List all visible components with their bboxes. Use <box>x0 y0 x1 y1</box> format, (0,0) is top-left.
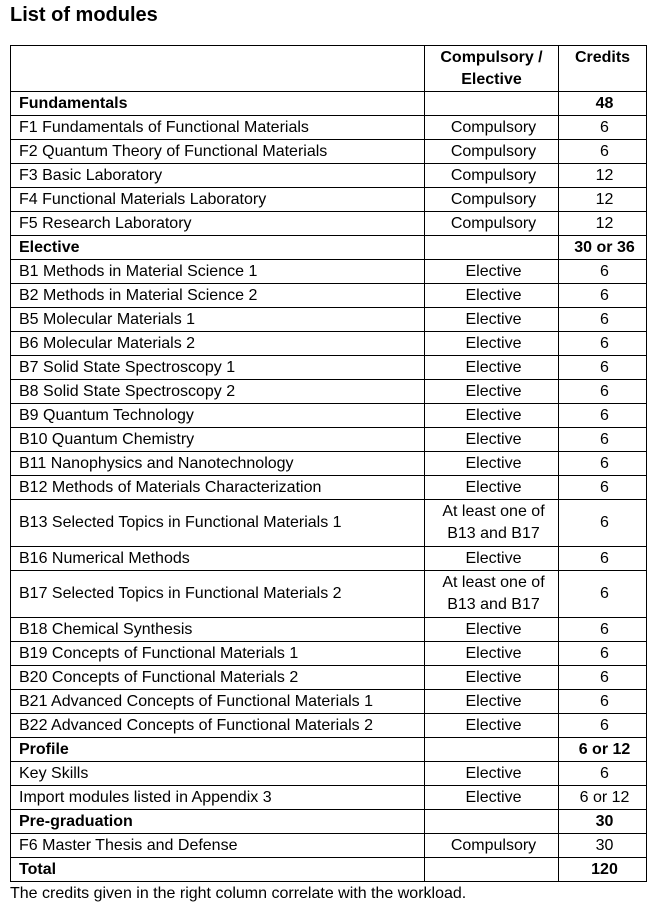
table-row <box>11 500 647 547</box>
module-type-cell: Elective <box>425 762 559 786</box>
module-name-cell: B1 Methods in Material Science 1 <box>11 260 425 284</box>
module-type-cell: Compulsory <box>425 212 559 236</box>
header-credits: Credits <box>559 46 647 92</box>
module-name-cell: B10 Quantum Chemistry <box>11 428 425 452</box>
module-type-cell: Elective <box>425 380 559 404</box>
table-row <box>11 476 647 500</box>
module-name-cell: Pre-graduation <box>11 810 425 834</box>
module-name-cell: F2 Quantum Theory of Functional Materials <box>11 140 425 164</box>
module-type-cell: Compulsory <box>425 188 559 212</box>
module-name-cell: B2 Methods in Material Science 2 <box>11 284 425 308</box>
module-name-cell: B12 Methods of Materials Characterization <box>11 476 425 500</box>
table-row <box>11 428 647 452</box>
table-row <box>11 762 647 786</box>
module-type-cell: Elective <box>425 618 559 642</box>
module-name-cell: F4 Functional Materials Laboratory <box>11 188 425 212</box>
module-type-cell: Elective <box>425 308 559 332</box>
module-credits-cell: 120 <box>559 858 647 882</box>
group-row <box>11 236 647 260</box>
module-type-cell: Compulsory <box>425 164 559 188</box>
module-type-cell: Elective <box>425 690 559 714</box>
module-credits-cell: 6 or 12 <box>559 786 647 810</box>
module-credits-cell: 6 <box>559 116 647 140</box>
module-credits-cell: 6 <box>559 356 647 380</box>
module-type-cell: Elective <box>425 666 559 690</box>
module-credits-cell: 6 <box>559 452 647 476</box>
module-credits-cell: 6 <box>559 260 647 284</box>
table-row <box>11 547 647 571</box>
module-type-cell: At least one of B13 and B17 <box>425 500 559 547</box>
table-row <box>11 714 647 738</box>
module-name-cell: B18 Chemical Synthesis <box>11 618 425 642</box>
module-name-cell: F3 Basic Laboratory <box>11 164 425 188</box>
module-type-cell: Elective <box>425 428 559 452</box>
table-row <box>11 786 647 810</box>
module-type-cell: Elective <box>425 356 559 380</box>
module-credits-cell: 6 <box>559 404 647 428</box>
table-row <box>11 164 647 188</box>
module-credits-cell: 6 <box>559 428 647 452</box>
table-row <box>11 212 647 236</box>
module-credits-cell: 6 <box>559 476 647 500</box>
module-type-cell: Elective <box>425 404 559 428</box>
module-name-cell: Fundamentals <box>11 92 425 116</box>
module-name-cell: B21 Advanced Concepts of Functional Materials 1 <box>11 690 425 714</box>
modules-table <box>10 45 647 882</box>
module-credits-cell: 6 <box>559 714 647 738</box>
table-row <box>11 834 647 858</box>
module-name-cell: B17 Selected Topics in Functional Materials 2 <box>11 571 425 618</box>
table-row <box>11 356 647 380</box>
footnote: The credits given in the right column correlate with the workload. <box>10 885 467 902</box>
module-credits-cell: 6 <box>559 308 647 332</box>
module-type-cell <box>425 858 559 882</box>
module-type-cell: Compulsory <box>425 116 559 140</box>
table-row <box>11 308 647 332</box>
module-name-cell: F5 Research Laboratory <box>11 212 425 236</box>
header-module <box>11 46 425 92</box>
module-type-cell <box>425 236 559 260</box>
module-credits-cell: 48 <box>559 92 647 116</box>
module-type-cell <box>425 92 559 116</box>
table-row <box>11 571 647 618</box>
table-row <box>11 642 647 666</box>
module-credits-cell: 12 <box>559 164 647 188</box>
module-credits-cell: 6 <box>559 762 647 786</box>
module-type-cell: Elective <box>425 260 559 284</box>
group-row <box>11 92 647 116</box>
module-name-cell: F6 Master Thesis and Defense <box>11 834 425 858</box>
module-type-cell <box>425 810 559 834</box>
table-row <box>11 404 647 428</box>
table-row <box>11 380 647 404</box>
module-name-cell: B8 Solid State Spectroscopy 2 <box>11 380 425 404</box>
table-row <box>11 140 647 164</box>
module-credits-cell: 6 <box>559 380 647 404</box>
module-credits-cell: 12 <box>559 188 647 212</box>
module-credits-cell: 6 <box>559 690 647 714</box>
page-title: List of modules <box>10 4 158 26</box>
module-type-cell: Elective <box>425 284 559 308</box>
module-credits-cell: 6 <box>559 571 647 618</box>
table-row <box>11 260 647 284</box>
module-name-cell: B19 Concepts of Functional Materials 1 <box>11 642 425 666</box>
module-name-cell: B13 Selected Topics in Functional Materials 1 <box>11 500 425 547</box>
table-row <box>11 188 647 212</box>
module-name-cell: B9 Quantum Technology <box>11 404 425 428</box>
module-credits-cell: 6 <box>559 140 647 164</box>
module-name-cell: Key Skills <box>11 762 425 786</box>
module-type-cell: At least one of B13 and B17 <box>425 571 559 618</box>
module-type-cell: Elective <box>425 452 559 476</box>
group-row <box>11 810 647 834</box>
module-type-cell: Elective <box>425 786 559 810</box>
module-name-cell: B20 Concepts of Functional Materials 2 <box>11 666 425 690</box>
module-credits-cell: 6 <box>559 642 647 666</box>
module-name-cell: Elective <box>11 236 425 260</box>
table-row <box>11 332 647 356</box>
module-type-cell: Elective <box>425 332 559 356</box>
module-name-cell: Profile <box>11 738 425 762</box>
table-row <box>11 452 647 476</box>
module-credits-cell: 6 <box>559 284 647 308</box>
module-name-cell: F1 Fundamentals of Functional Materials <box>11 116 425 140</box>
module-name-cell: B7 Solid State Spectroscopy 1 <box>11 356 425 380</box>
module-type-cell: Compulsory <box>425 140 559 164</box>
table-row <box>11 690 647 714</box>
module-type-cell: Elective <box>425 547 559 571</box>
module-name-cell: B6 Molecular Materials 2 <box>11 332 425 356</box>
module-credits-cell: 6 <box>559 666 647 690</box>
module-credits-cell: 6 or 12 <box>559 738 647 762</box>
module-type-cell <box>425 738 559 762</box>
module-credits-cell: 6 <box>559 500 647 547</box>
module-credits-cell: 6 <box>559 547 647 571</box>
module-name-cell: Total <box>11 858 425 882</box>
module-credits-cell: 6 <box>559 618 647 642</box>
table-row <box>11 666 647 690</box>
table-row <box>11 116 647 140</box>
table-row <box>11 284 647 308</box>
module-name-cell: B22 Advanced Concepts of Functional Materials 2 <box>11 714 425 738</box>
header-compulsory-elective: Compulsory / Elective <box>425 46 559 92</box>
module-credits-cell: 30 <box>559 834 647 858</box>
module-credits-cell: 30 or 36 <box>559 236 647 260</box>
module-credits-cell: 6 <box>559 332 647 356</box>
module-name-cell: Import modules listed in Appendix 3 <box>11 786 425 810</box>
module-credits-cell: 30 <box>559 810 647 834</box>
module-credits-cell: 12 <box>559 212 647 236</box>
group-row <box>11 738 647 762</box>
module-name-cell: B16 Numerical Methods <box>11 547 425 571</box>
table-header-row <box>11 46 647 92</box>
module-type-cell: Elective <box>425 714 559 738</box>
module-type-cell: Elective <box>425 642 559 666</box>
module-name-cell: B11 Nanophysics and Nanotechnology <box>11 452 425 476</box>
module-name-cell: B5 Molecular Materials 1 <box>11 308 425 332</box>
group-row <box>11 858 647 882</box>
table-body <box>11 92 647 882</box>
module-type-cell: Compulsory <box>425 834 559 858</box>
table-row <box>11 618 647 642</box>
module-type-cell: Elective <box>425 476 559 500</box>
